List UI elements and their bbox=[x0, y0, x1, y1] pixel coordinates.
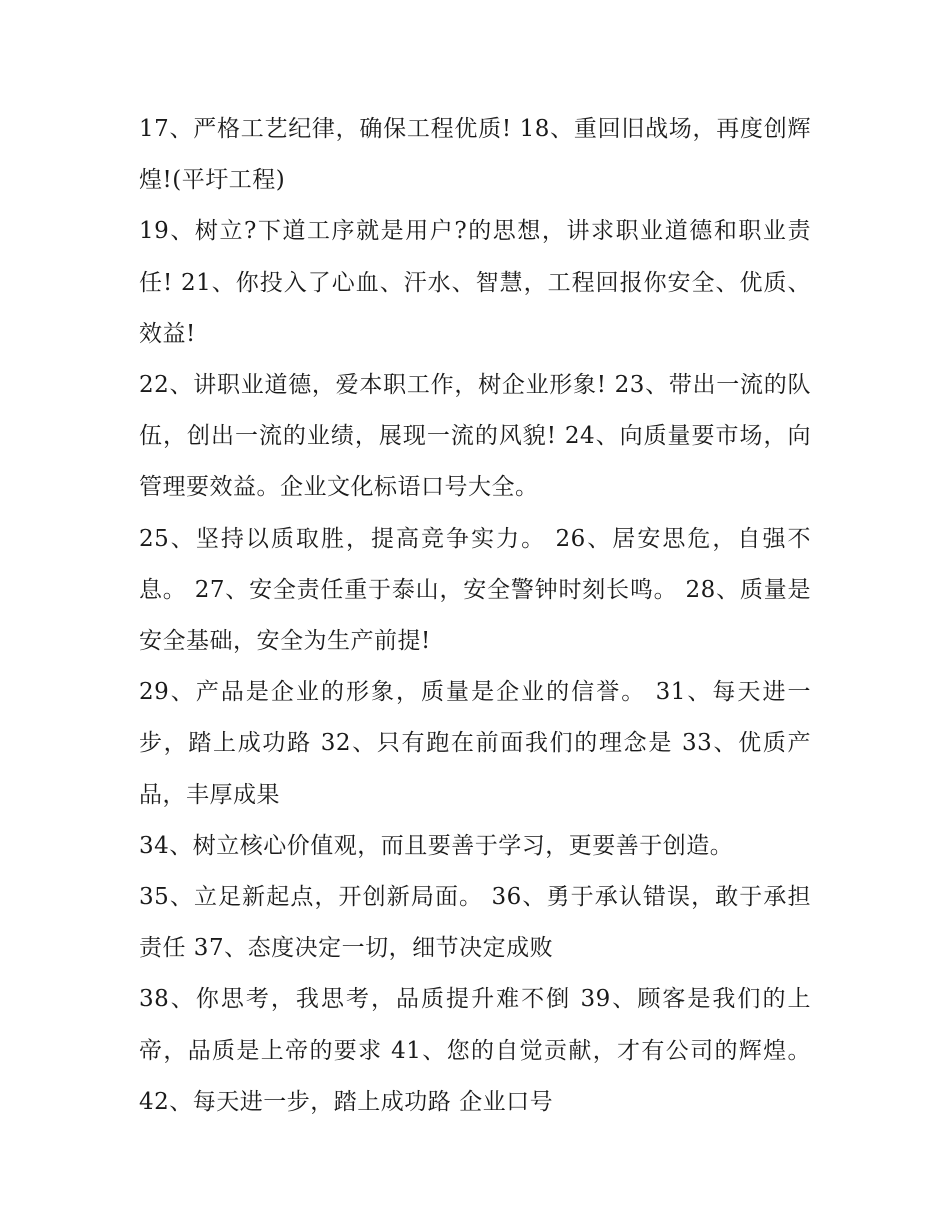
paragraph-2: 19、树立?下道工序就是用户?的思想，讲求职业道德和职业责任! 21、你投入了心血、汗水、智慧，工程回报你安全、优质、效益! bbox=[139, 218, 811, 347]
paragraph-4: 25、坚持以质取胜，提高竞争实力。 26、居安思危，自强不息。 27、安全责任重于泰山，安全警钟时刻长鸣。 28、质量是安全基础，安全为生产前提! bbox=[139, 525, 811, 655]
paragraph-8: 38、你思考，我思考，品质提升难不倒 39、顾客是我们的上帝，品质是上帝的要求 41、您的自觉贡献，才有公司的辉煌。 42、每天进一步，踏上成功路 企业口号 bbox=[139, 986, 811, 1115]
paragraph-6: 34、树立核心价值观，而且要善于学习，更要善于创造。 bbox=[139, 832, 734, 859]
paragraph-1: 17、严格工艺纪律，确保工程优质! 18、重回旧战场，再度创辉煌!(平圩工程) bbox=[139, 116, 811, 194]
document-page bbox=[139, 104, 811, 1128]
paragraph-5: 29、产品是企业的形象，质量是企业的信誉。 31、每天进一步，踏上成功路 32、只有跑在前面我们的理念是 33、优质产品，丰厚成果 bbox=[139, 679, 811, 808]
paragraph-7: 35、立足新起点，开创新局面。 36、勇于承认错误，敢于承担责任 37、态度决定一切，细节决定成败 bbox=[139, 884, 811, 962]
paragraph-3: 22、讲职业道德，爱本职工作，树企业形象! 23、带出一流的队伍，创出一流的业绩，展现一流的风貌! 24、向质量要市场，向管理要效益。企业文化标语口号大全。 bbox=[139, 372, 811, 501]
